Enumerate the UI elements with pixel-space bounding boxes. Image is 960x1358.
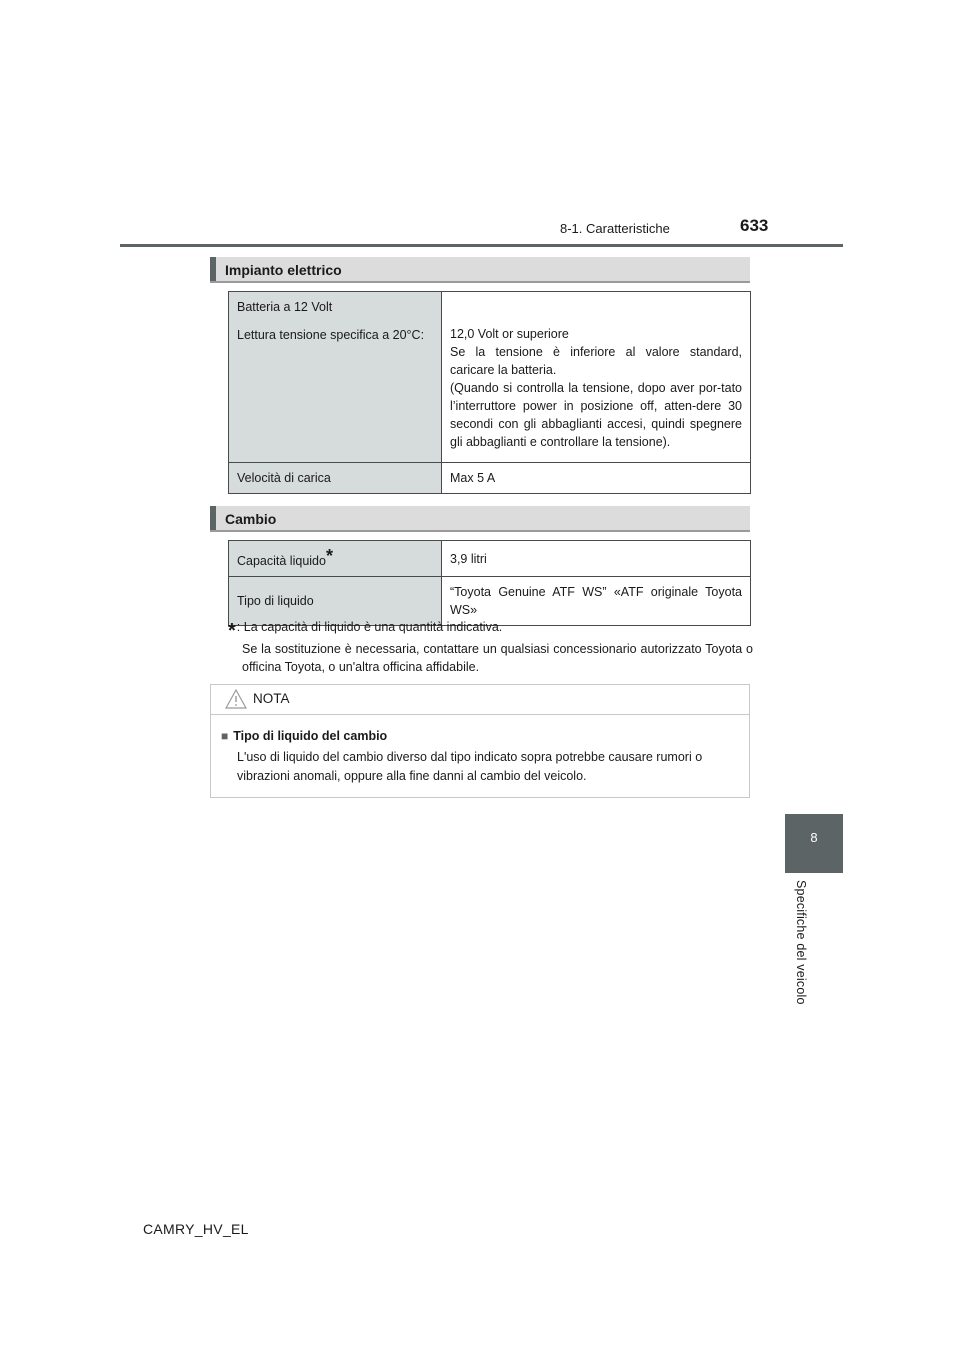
page-number: 633 [740, 216, 769, 235]
capacity-value: 3,9 litri [442, 541, 751, 577]
capacity-label: Capacità liquido [237, 554, 326, 568]
fluid-value: “Toyota Genuine ATF WS” «ATF originale Toyota WS» [442, 577, 751, 626]
fluid-label: Tipo di liquido [229, 577, 442, 626]
transmission-table [228, 540, 751, 626]
voltage-value-1: 12,0 Volt or superiore [450, 327, 569, 341]
battery-label: Batteria a 12 Volt [237, 300, 333, 314]
note-item-text: L'uso di liquido del cambio diverso dal tipo indicato sopra potrebbe causare rumori o vibrazioni anomali, oppure alla fine danni al cambio del veicolo. [237, 750, 703, 783]
section-header-title: Impianto elettrico [225, 262, 342, 278]
table-row [229, 292, 751, 463]
chapter-label: Specifiche del veicolo [794, 880, 808, 1005]
section-title: 8-1. Caratteristiche [560, 221, 670, 236]
square-bullet-icon: ■ [221, 729, 229, 743]
footnote-line-2: Se la sostituzione è necessaria, contattare un qualsiasi concessionario autorizzato Toyota o officina Toyota, o un'altra officina affidabile. [242, 642, 753, 674]
footnote-star: * [228, 620, 236, 642]
document-code: CAMRY_HV_EL [143, 1221, 249, 1237]
footnote-line-1: : La capacità di liquido è una quantità indicativa. [236, 620, 503, 634]
charge-label: Velocità di carica [229, 463, 442, 494]
chapter-number: 8 [810, 830, 818, 845]
warning-triangle-icon [225, 689, 247, 709]
section-header-electrical [210, 257, 750, 283]
section-header-bar [210, 506, 216, 530]
table-row [229, 541, 751, 577]
note-body [211, 715, 749, 786]
note-header [211, 685, 749, 715]
capacity-label-cell [229, 541, 442, 577]
voltage-value-2: Se la tensione è inferiore al valore standard, caricare la batteria. [450, 345, 742, 377]
note-item-title: Tipo di liquido del cambio [233, 729, 388, 743]
charge-value: Max 5 A [442, 463, 751, 494]
voltage-label: Lettura tensione specifica a 20°C: [237, 328, 425, 342]
note-box [210, 684, 750, 798]
voltage-value-3: (Quando si controlla la tensione, dopo aver por-tato l’interruttore power in posizione off, atten-dere 30 secondi con gli abbaglianti accesi, quindi spegnere gli abbaglianti e controllare la tensione). [450, 381, 742, 449]
section-header-transmission [210, 506, 750, 532]
section-header-bar [210, 257, 216, 281]
header-rule [120, 244, 843, 247]
electrical-table [228, 291, 751, 494]
section-header-title: Cambio [225, 511, 277, 527]
footnote [228, 618, 753, 676]
note-label: NOTA [253, 691, 290, 706]
footnote-marker: * [325, 546, 333, 566]
battery-label-cell [229, 292, 442, 463]
table-row [229, 463, 751, 494]
voltage-value-cell [442, 292, 751, 463]
